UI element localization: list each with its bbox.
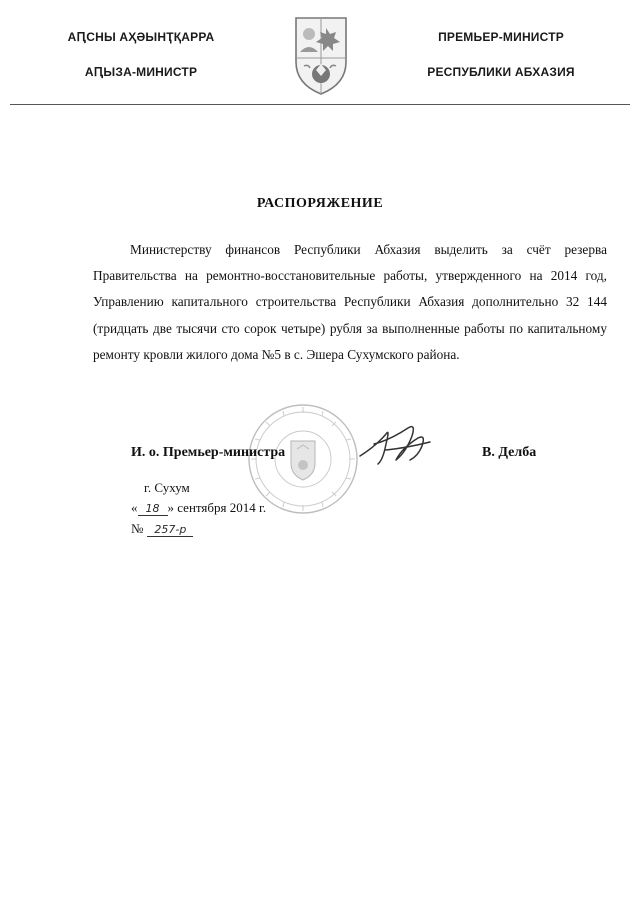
date-open-quote: « [131,500,138,515]
document-number [131,521,193,537]
handwritten-day: 18 [138,502,168,516]
handwritten-number: 257-р [147,523,193,537]
signatory-name: В. Делба [482,445,537,460]
place-of-issue: г. Сухум [144,480,190,495]
abkhazia-coat-of-arms-icon [292,14,350,98]
document-body: Министерству финансов Республики Абхазия выделить за счёт резерва Правительства на ремонтно-восстановительные работы, утвержденного на 2014 год, Управлению капитального строительства Республики Абхазия дополнительно 32 144 (тридцать две тысячи сто сорок четыре) рубля за выполненные работы по капитальному ремонту кровли жилого дома №5 в с. Эшера Сухумского района. [93,242,607,362]
signatory-title: И. о. Премьер-министра [131,445,286,460]
header-left-line2: АԤЫЗА-МИНИСТР [84,65,198,79]
header-divider [10,104,630,105]
document-title: РАСПОРЯЖЕНИЕ [256,196,384,211]
header-right-line1: ПРЕМЬЕР-МИНИСТР [438,30,564,44]
number-sign: № [131,521,144,536]
date-month-year: » сентября 2014 г. [167,500,267,515]
date-of-issue [131,500,266,516]
handwritten-signature-icon [356,420,438,472]
header-right-line2: РЕСПУБЛИКИ АБХАЗИЯ [427,65,575,79]
header-left-line1: АԤСНЫ АҲӘЫНҬҚАРРА [67,30,215,44]
